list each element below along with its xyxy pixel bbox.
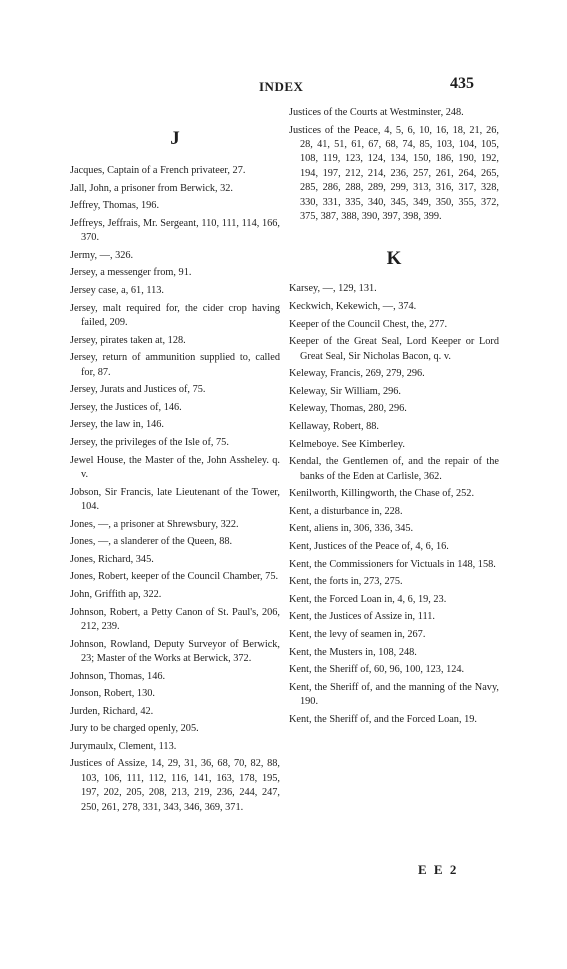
index-entry: Kent, Justices of the Peace of, 4, 6, 16. <box>289 540 449 552</box>
right-column <box>289 106 499 730</box>
index-entry: Jurden, Richard, 42. <box>70 705 154 717</box>
section-heading-k: K <box>386 248 402 270</box>
page-title: INDEX <box>259 79 304 94</box>
index-entry: Jersey, malt required for, the cider crop having failed, 209. <box>70 302 280 328</box>
index-entries-k <box>289 282 499 727</box>
index-entry: Jewel House, the Master of the, John Assheley. q. v. <box>70 454 280 480</box>
index-entry: Kenilworth, Killingworth, the Chase of, 252. <box>289 488 475 500</box>
index-entry: Kent, the Sheriff of, and the Forced Loan, 19. <box>289 713 477 725</box>
index-entry: Keleway, Sir William, 296. <box>289 385 401 397</box>
index-entry: Jones, Richard, 345. <box>70 553 154 565</box>
index-entry: Jeffreys, Jeffrais, Mr. Sergeant, 110, 111, 114, 166, 370. <box>70 217 280 244</box>
index-entries-j <box>70 164 280 815</box>
index-entry: Kelmeboye. See Kimberley. <box>289 438 405 450</box>
left-column <box>70 118 280 818</box>
index-entry: Jury to be charged openly, 205. <box>70 723 199 735</box>
index-entry: Kellaway, Robert, 88. <box>289 421 379 432</box>
index-entry: Karsey, —, 129, 131. <box>289 283 377 295</box>
section-heading-j: J <box>170 128 180 149</box>
index-entry: Justices of the Peace, 4, 5, 6, 10, 16, 18, 21, 26, 28, 41, 51, 61, 67, 68, 74, 85, 103, 104, 105, 108, 119, 123, 124, 134, 150, 186, 190, 192, 194, 197, 212, 214, 236, 257, 261, 264, 265, 285, 286, 288, 289, 299, 313, 316, 317, 328, 330, 331, 335, 340, 345, 349, 350, 355, 372, 375, 387, 388, 390, 397, 398, 399. <box>289 124 499 223</box>
index-entry: Jones, Robert, keeper of the Council Chamber, 75. <box>70 571 279 583</box>
index-entry: Jersey, a messenger from, 91. <box>70 267 192 279</box>
signature-mark: E E 2 <box>418 862 459 877</box>
index-entry: Kent, the Sheriff of, 60, 96, 100, 123, 124. <box>289 664 465 676</box>
index-entry: Keckwich, Kekewich, —, 374. <box>289 301 417 313</box>
index-entry: Jersey, the law in, 146. <box>70 419 164 431</box>
index-entry: Kent, the forts in, 273, 275. <box>289 576 403 588</box>
index-entry: Justices of the Courts at Westminster, 248. <box>289 107 464 118</box>
index-entry: Jeffrey, Thomas, 196. <box>70 200 160 212</box>
page-number: 435 <box>450 75 474 92</box>
index-entry: Kent, aliens in, 306, 336, 345. <box>289 523 414 535</box>
index-entry: Jersey, Jurats and Justices of, 75. <box>70 384 206 396</box>
index-entry: Jobson, Sir Francis, late Lieutenant of the Tower, 104. <box>70 486 280 512</box>
index-entry: Jurymaulx, Clement, 113. <box>70 740 177 752</box>
index-entry: Jersey, pirates taken at, 128. <box>70 334 186 346</box>
index-entry: Keleway, Francis, 269, 279, 296. <box>289 368 425 380</box>
continued-entries-j <box>289 106 499 224</box>
index-entry: Jones, —, a slanderer of the Queen, 88. <box>70 536 233 548</box>
index-entry: Johnson, Robert, a Petty Canon of St. Paul's, 206, 212, 239. <box>70 606 280 632</box>
index-entry: Kent, the Commissioners for Victuals in 148, 158. <box>289 558 496 570</box>
index-entry: Jermy, —, 326. <box>70 249 134 261</box>
index-entry: Kent, a disturbance in, 228. <box>289 505 403 517</box>
index-entry: Justices of Assize, 14, 29, 31, 36, 68, 70, 82, 88, 103, 106, 111, 112, 116, 141, 163, 178, 195, 197, 202, 205, 208, 213, 219, 236, 244, 247, 250, 261, 278, 331, 343, 346, 369, 371. <box>70 758 280 813</box>
index-entry: Keeper of the Council Chest, the, 277. <box>289 318 448 330</box>
index-entry: Jersey, the Justices of, 146. <box>70 401 182 413</box>
index-entry: Kent, the Musters in, 108, 248. <box>289 646 417 658</box>
index-entry: Jall, John, a prisoner from Berwick, 32. <box>70 182 234 194</box>
index-entry: Jacques, Captain of a French privateer, 27. <box>70 165 246 176</box>
index-entry: Kent, the Justices of Assize in, 111. <box>289 611 435 623</box>
index-entry: Kent, the Sheriff of, and the manning of the Navy, 190. <box>289 681 499 708</box>
index-entry: Keeper of the Great Seal, Lord Keeper or Lord Great Seal, Sir Nicholas Bacon, q. v. <box>289 336 499 362</box>
index-entry: Jersey, return of ammunition supplied to, called for, 87. <box>70 352 280 378</box>
index-entry: Jonson, Robert, 130. <box>70 688 155 700</box>
index-entry: Keleway, Thomas, 280, 296. <box>289 403 407 415</box>
index-entry: Johnson, Rowland, Deputy Surveyor of Berwick, 23; Master of the Works at Berwick, 372. <box>70 638 280 664</box>
index-entry: Jersey case, a, 61, 113. <box>70 284 164 296</box>
index-entry: Kendal, the Gentlemen of, and the repair of the banks of the Eden at Carlisle, 362. <box>289 456 499 482</box>
index-entry: Kent, the levy of seamen in, 267. <box>289 628 426 640</box>
index-entry: Jersey, the privileges of the Isle of, 75. <box>70 436 229 448</box>
index-entry: John, Griffith ap, 322. <box>70 588 162 600</box>
index-entry: Kent, the Forced Loan in, 4, 6, 19, 23. <box>289 593 447 605</box>
index-entry: Johnson, Thomas, 146. <box>70 670 166 682</box>
index-entry: Jones, —, a prisoner at Shrewsbury, 322. <box>70 518 239 530</box>
